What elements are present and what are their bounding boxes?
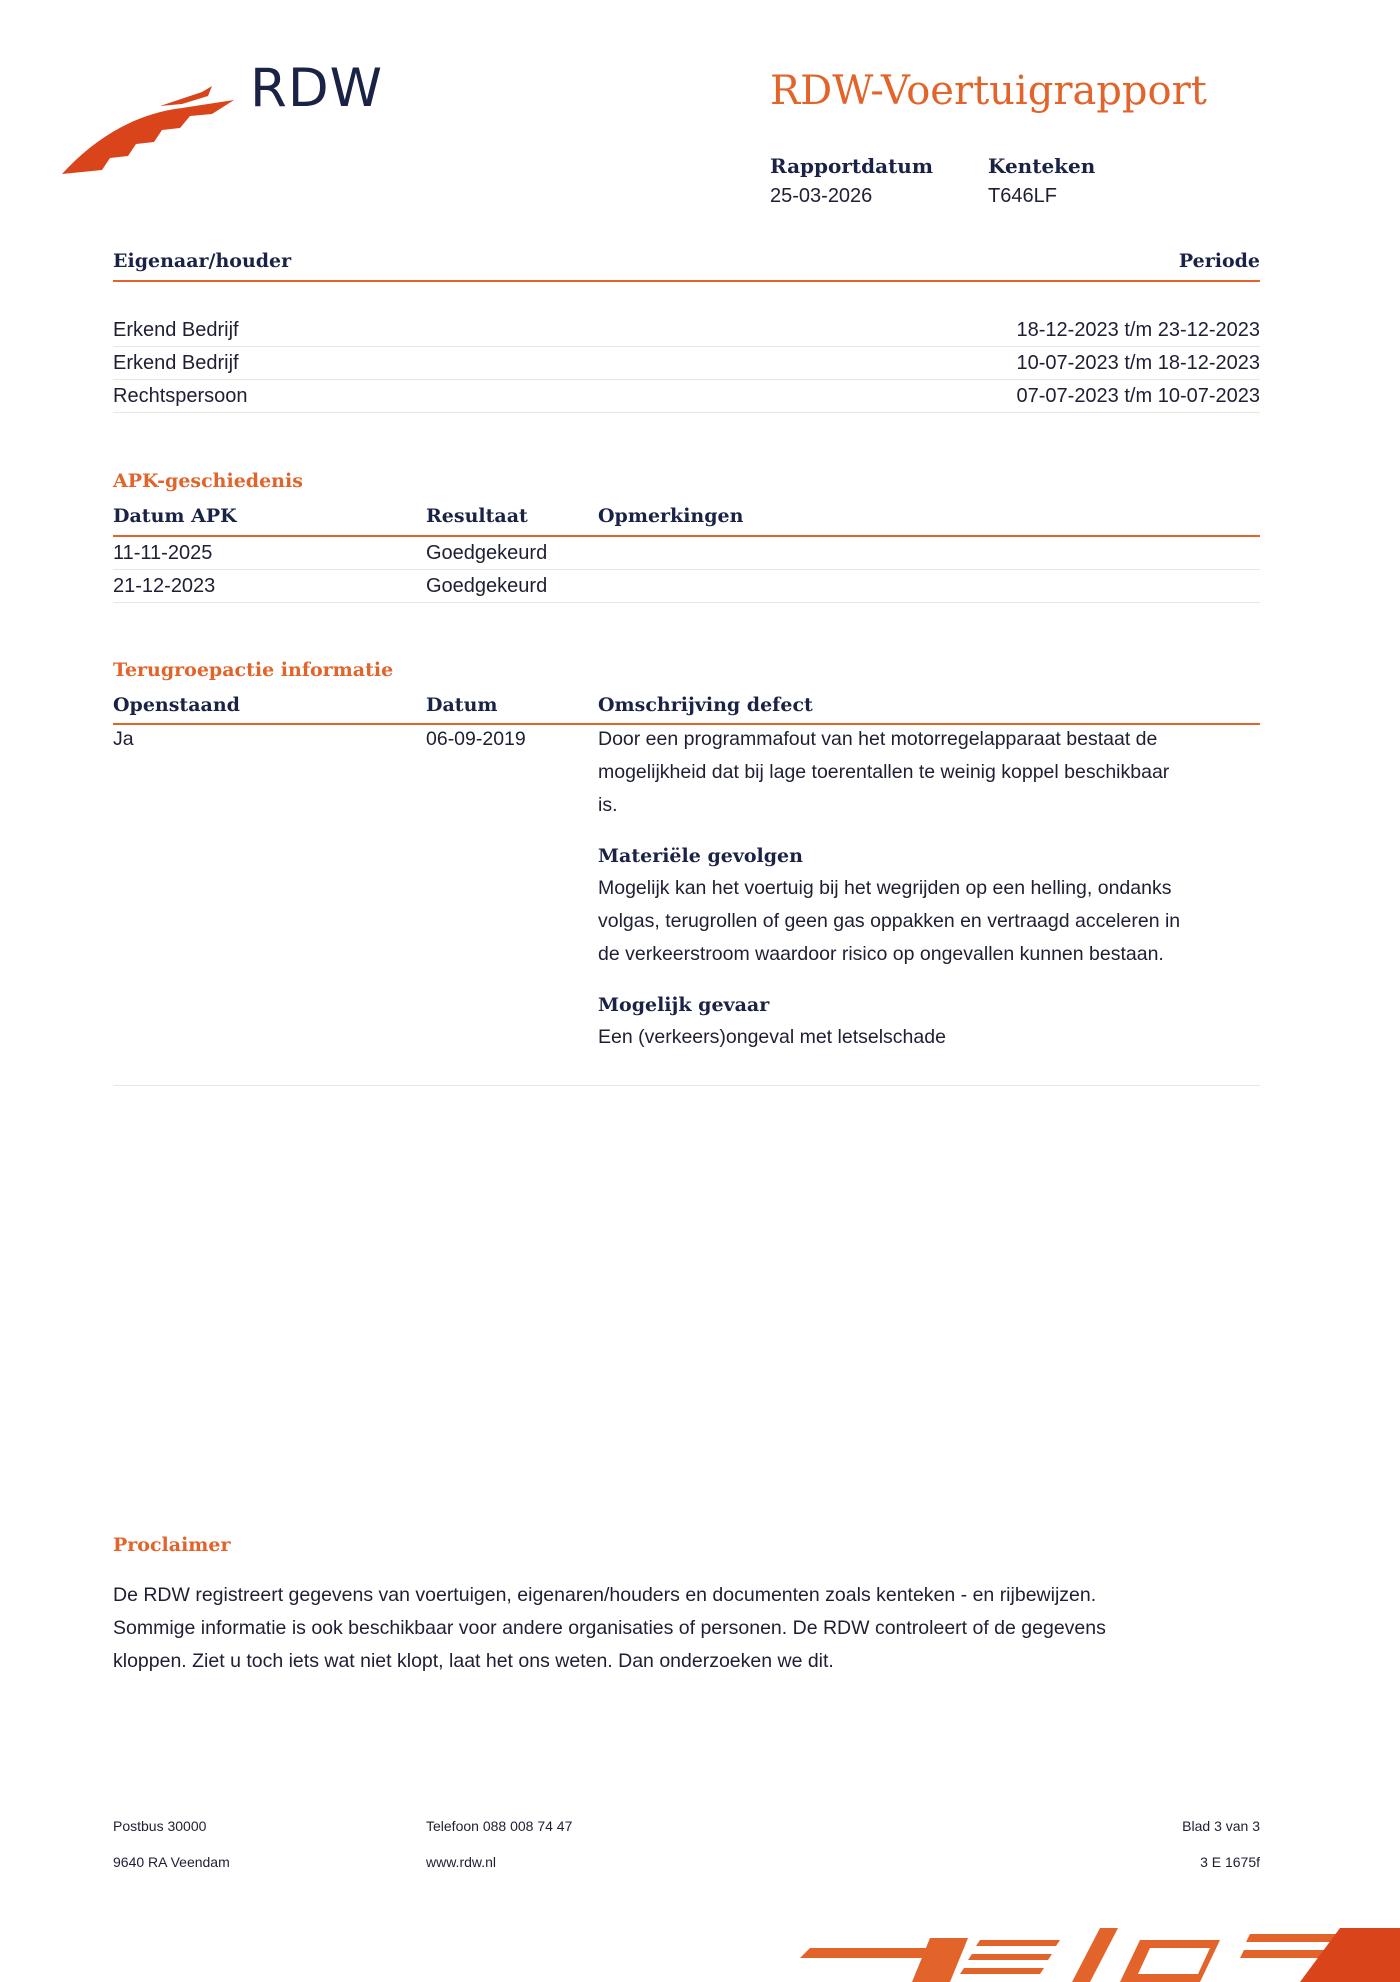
proclaimer-title: Proclaimer (113, 1534, 231, 1556)
apk-section-title: APK-geschiedenis (113, 470, 303, 492)
col-owner-header: Eigenaar/houder (113, 250, 292, 272)
period-cell: 10-07-2023 t/m 18-12-2023 (1016, 352, 1260, 374)
report-date-label: Rapportdatum (770, 154, 934, 178)
proclaimer-line: Sommige informatie is ook beschikbaar voor andere organisaties of personen. De RDW controleert of de gegevens (113, 1617, 1106, 1639)
apk-date-cell: 21-12-2023 (113, 575, 216, 597)
proclaimer-body (113, 1579, 1293, 1678)
apk-header-row (113, 495, 1260, 537)
col-recall-date-header: Datum (426, 694, 498, 716)
recall-open-cell: Ja (113, 728, 134, 750)
col-remarks-header: Opmerkingen (598, 505, 744, 527)
apk-table (113, 495, 1260, 603)
defect-line: is. (598, 794, 618, 816)
apk-result-cell: Goedgekeurd (426, 542, 548, 564)
consequences-line: Mogelijk kan het voertuig bij het wegrijden op een helling, ondanks (598, 877, 1172, 899)
table-row (113, 537, 1260, 570)
plate-value: T646LF (988, 185, 1057, 207)
recall-section-title: Terugroepactie informatie (113, 659, 394, 681)
owners-header-row (113, 240, 1260, 282)
logo-text: RDW (250, 58, 384, 119)
table-row (113, 380, 1260, 413)
footer-address-line1: Postbus 30000 (113, 1818, 207, 1834)
footer-website: www.rdw.nl (426, 1854, 497, 1870)
footer-page-number: Blad 3 van 3 (1182, 1818, 1260, 1834)
col-open-header: Openstaand (113, 694, 240, 716)
consequences-title: Materiële gevolgen (598, 845, 803, 867)
footer-doc-code: 3 E 1675f (1200, 1854, 1260, 1870)
col-result-header: Resultaat (426, 505, 528, 527)
recall-table (113, 684, 1260, 1086)
col-apk-date-header: Datum APK (113, 505, 237, 527)
footer-phone: Telefoon 088 008 74 47 (426, 1818, 573, 1834)
table-row (113, 347, 1260, 380)
proclaimer-line: De RDW registreert gegevens van voertuigen, eigenaren/houders en documenten zoals kenteken - en rijbewijzen. (113, 1584, 1097, 1606)
table-row (113, 570, 1260, 603)
report-date-value: 25-03-2026 (770, 185, 873, 207)
recall-header-row (113, 684, 1260, 725)
footer-address-line2: 9640 RA Veendam (113, 1854, 230, 1870)
recall-date-cell: 06-09-2019 (426, 728, 526, 750)
plate-label: Kenteken (988, 154, 1096, 178)
decorative-stripes-icon (800, 1928, 1400, 1982)
consequences-line: volgas, terugrollen of geen gas oppakken en vertraagd acceleren in (598, 910, 1181, 932)
table-row (113, 314, 1260, 347)
col-defect-header: Omschrijving defect (598, 694, 813, 716)
defect-line: mogelijkheid dat bij lage toerentallen te weinig koppel beschikbaar (598, 761, 1170, 783)
period-cell: 18-12-2023 t/m 23-12-2023 (1016, 319, 1260, 341)
recall-row (113, 725, 1260, 1086)
owner-cell: Erkend Bedrijf (113, 319, 239, 341)
period-cell: 07-07-2023 t/m 10-07-2023 (1016, 385, 1260, 407)
col-period-header: Periode (1178, 250, 1260, 272)
danger-text: Een (verkeers)ongeval met letselschade (598, 1026, 946, 1048)
rdw-logo-icon (62, 86, 234, 178)
proclaimer-line: kloppen. Ziet u toch iets wat niet klopt, laat het ons weten. Dan onderzoeken we dit. (113, 1650, 834, 1672)
defect-line: Door een programmafout van het motorregelapparaat bestaat de (598, 728, 1158, 750)
recall-description (598, 723, 1238, 1054)
owner-cell: Erkend Bedrijf (113, 352, 239, 374)
apk-date-cell: 11-11-2025 (113, 542, 213, 564)
report-title: RDW-Voertuigrapport (770, 68, 1207, 114)
owners-table (113, 240, 1260, 413)
owner-cell: Rechtspersoon (113, 385, 248, 407)
consequences-line: de verkeerstroom waardoor risico op ongevallen kunnen bestaan. (598, 943, 1164, 965)
apk-result-cell: Goedgekeurd (426, 575, 548, 597)
danger-title: Mogelijk gevaar (598, 994, 770, 1016)
